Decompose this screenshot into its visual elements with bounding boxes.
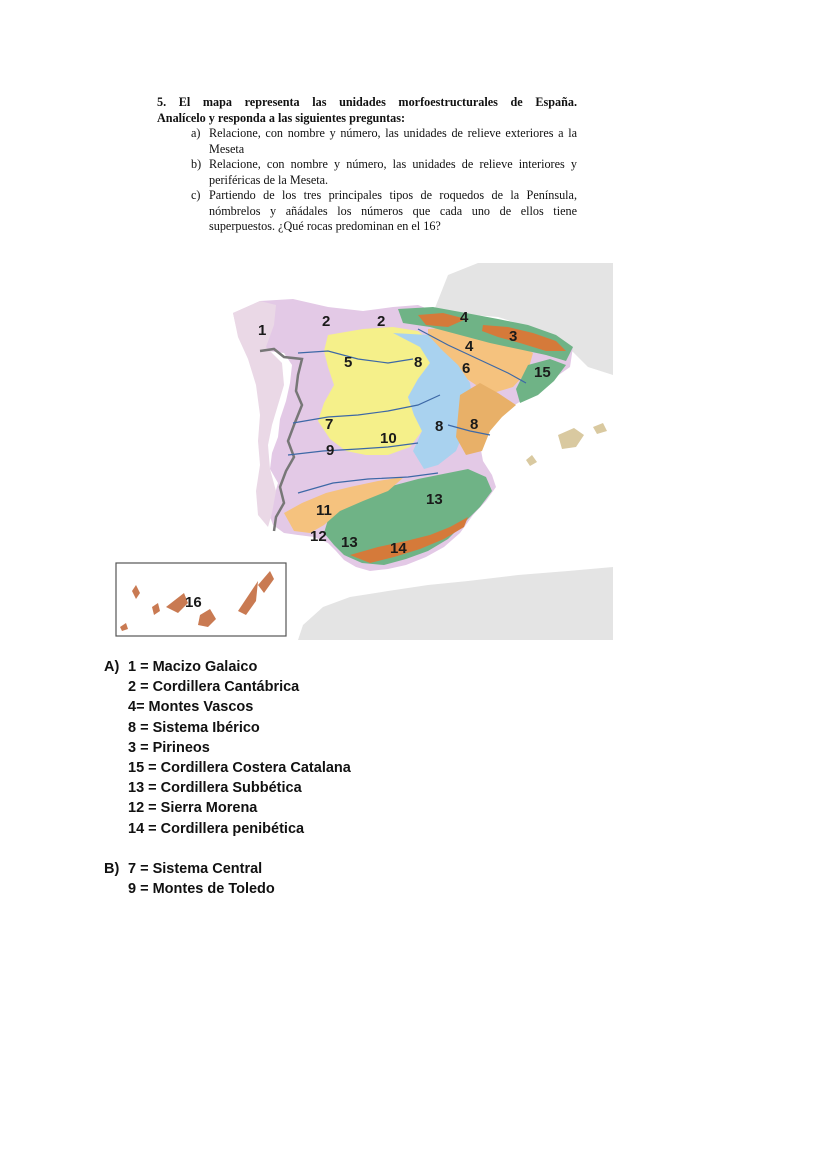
answer-row: [104, 778, 351, 798]
question-item-letter: b): [191, 157, 202, 171]
question-title: 5. El mapa representa las unidades morfoestructurales de España.: [157, 95, 577, 109]
question-item-text: Relacione, con nombre y número, las unidades de relieve interiores y periféricas de la Meseta.: [209, 157, 577, 187]
question-instructions: Analícelo y responda a las siguientes preguntas:: [157, 110, 406, 125]
answer-item: 4= Montes Vascos: [128, 699, 254, 716]
answer-item: 2 = Cordillera Cantábrica: [128, 679, 300, 696]
map-label-4: 4: [460, 309, 469, 326]
answer-row: [104, 738, 351, 758]
question-item-text: Relacione, con nombre y número, las unidades de relieve exteriores a la Meseta: [209, 126, 577, 156]
answer-b-tag: B): [104, 860, 120, 877]
map-label-15: 15: [534, 364, 551, 381]
answer-row: [104, 677, 351, 697]
answer-row: [104, 758, 351, 778]
map-label-3: 3: [509, 328, 518, 345]
map-label-2: 2: [322, 313, 331, 330]
map-label-9: 9: [326, 442, 335, 459]
answer-item: 8 = Sistema Ibérico: [128, 719, 260, 736]
answer-item: 9 = Montes de Toledo: [128, 881, 275, 898]
answer-item: 13 = Cordillera Subbética: [128, 780, 302, 797]
map-label-8: 8: [470, 416, 479, 433]
answer-item: 12 = Sierra Morena: [128, 800, 258, 817]
answer-row: [104, 879, 351, 899]
map-label-8: 8: [414, 354, 423, 371]
answer-row: [104, 718, 351, 738]
map-label-7: 7: [325, 416, 334, 433]
answer-item: 15 = Cordillera Costera Catalana: [128, 760, 351, 777]
question-item-a: [157, 126, 577, 157]
question-block: [157, 95, 577, 235]
answer-a-tag: A): [104, 659, 120, 675]
answer-row: [104, 657, 351, 677]
answer-row: [104, 798, 351, 818]
answer-item: 14 = Cordillera penibética: [128, 820, 305, 837]
map-label-11: 11: [316, 502, 332, 519]
question-item-letter: c): [191, 188, 201, 202]
map-label-6: 6: [462, 360, 471, 377]
question-item-b: [157, 157, 577, 188]
map-label-8: 8: [435, 418, 444, 435]
map-label-2: 2: [377, 313, 386, 330]
answer-row: [104, 697, 351, 717]
answer-item: 7 = Sistema Central: [128, 860, 263, 877]
answer-item: 3 = Pirineos: [128, 739, 210, 756]
answers-block: [104, 657, 351, 899]
map-label-13: 13: [341, 534, 358, 551]
answer-row: [104, 819, 351, 839]
answer-row: [104, 859, 351, 879]
map-label-12: 12: [310, 528, 327, 545]
map-label-16: 16: [185, 594, 202, 611]
map-label-4: 4: [465, 338, 474, 355]
question-item-c: [157, 188, 577, 235]
map-label-5: 5: [344, 354, 353, 371]
question-item-text: Partiendo de los tres principales tipos de roquedos de la Península, nómbrelos y añádales los números que cada uno de ellos tiene superpuestos. ¿Qué rocas predominan en el 16?: [209, 188, 577, 233]
map-label-1: 1: [258, 322, 267, 339]
answer-item: 1 = Macizo Galaico: [128, 659, 258, 675]
question-item-letter: a): [191, 126, 201, 140]
morphostructural-map: [88, 255, 613, 640]
map-label-13: 13: [426, 491, 443, 508]
map-label-14: 14: [390, 540, 407, 557]
map-label-10: 10: [380, 430, 397, 447]
